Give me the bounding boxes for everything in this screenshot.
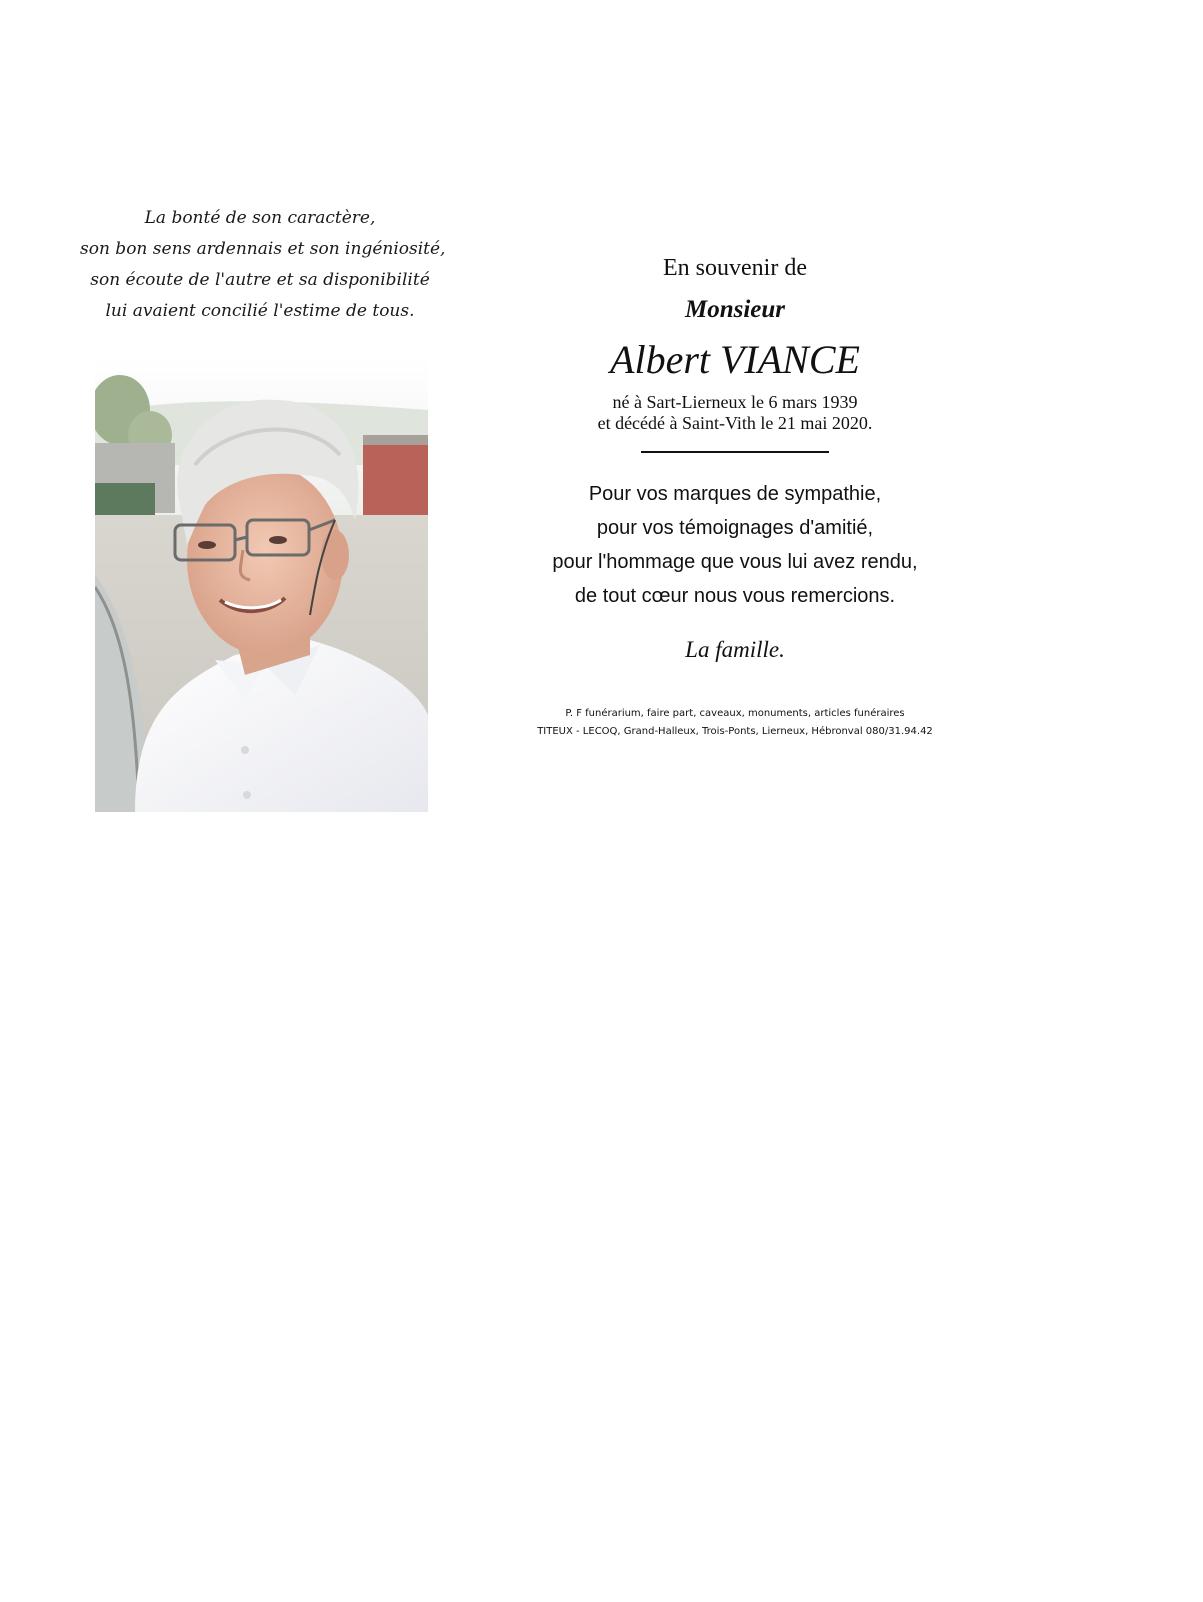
salutation: Monsieur [684, 296, 786, 323]
divider-line [641, 451, 829, 453]
intro-text: En souvenir de [663, 255, 807, 281]
death-line: et décédé à Saint-Vith le 21 mai 2020. [597, 413, 873, 433]
funeral-home-footer [515, 705, 955, 741]
portrait-photo [95, 355, 428, 812]
deceased-name: Albert VIANCE [610, 337, 860, 382]
thanks-line: pour l'hommage que vous lui avez rendu, [552, 551, 918, 573]
life-dates [515, 392, 955, 434]
thanks-message [515, 477, 955, 613]
quote-line: lui avaient concilié l'estime de tous. [105, 301, 415, 321]
notice-column [515, 250, 955, 741]
thanks-line: Pour vos marques de sympathie, [588, 483, 882, 505]
footer-line-contact: TITEUX - LECOQ, Grand-Halleux, Trois-Ponts, Lierneux, Hébronval 080/31.94.42 [537, 726, 933, 737]
thanks-line: pour vos témoignages d'amitié, [596, 517, 874, 539]
quote-line: La bonté de son caractère, [144, 208, 376, 228]
tribute-quote [80, 203, 446, 327]
quote-line: son écoute de l'autre et sa disponibilité [90, 270, 430, 290]
thanks-line: de tout cœur nous vous remercions. [574, 585, 896, 607]
family-signature: La famille. [685, 637, 785, 662]
birth-line: né à Sart-Lierneux le 6 mars 1939 [612, 392, 858, 412]
quote-line: son bon sens ardennais et son ingéniosité, [80, 239, 446, 259]
footer-line-services: P. F funérarium, faire part, caveaux, monuments, articles funéraires [565, 708, 905, 719]
